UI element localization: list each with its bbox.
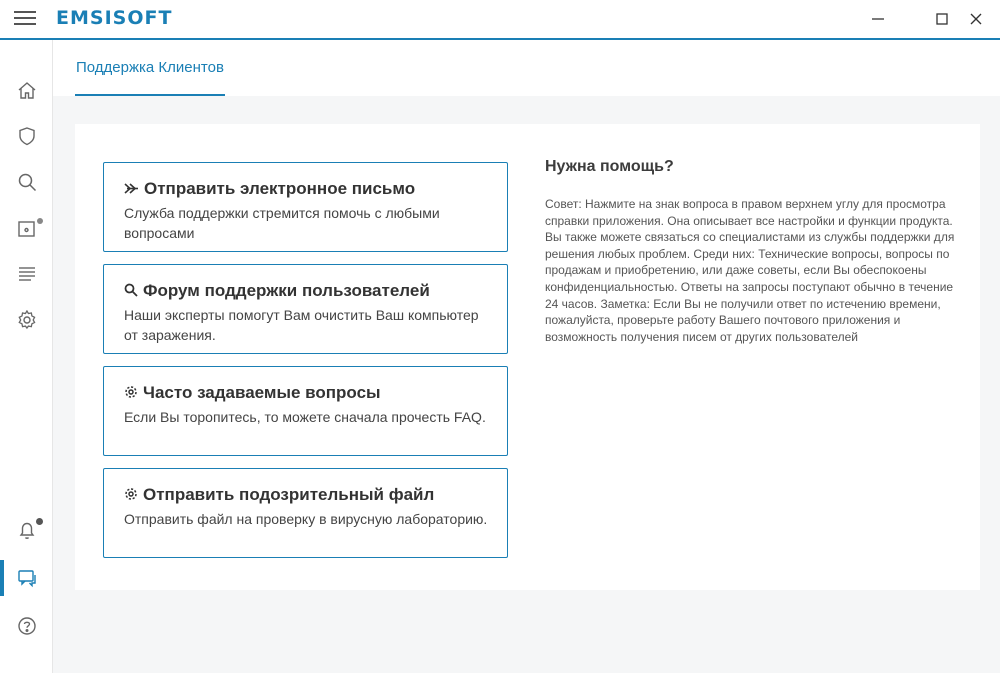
card-title: Форум поддержки пользователей bbox=[124, 281, 430, 301]
card-title: Отправить электронное письмо bbox=[124, 179, 415, 199]
maximize-icon[interactable] bbox=[928, 6, 956, 32]
card-description: Служба поддержки стремится помочь с любыми вопросами bbox=[124, 205, 440, 241]
faq-card[interactable] bbox=[103, 366, 508, 456]
gear-icon bbox=[124, 385, 138, 399]
forum-support-card[interactable] bbox=[103, 264, 508, 354]
quarantine-icon[interactable] bbox=[0, 210, 52, 246]
card-description: Наши эксперты помогут Вам очистить Ваш компьютер от заражения. bbox=[124, 307, 479, 343]
shield-icon[interactable] bbox=[0, 118, 52, 154]
notifications-bell-icon[interactable] bbox=[0, 512, 52, 548]
card-description: Отправить файл на проверку в вирусную лабораторию. bbox=[124, 511, 488, 527]
home-icon[interactable] bbox=[0, 72, 52, 108]
sidebar bbox=[0, 40, 53, 673]
help-question-icon[interactable] bbox=[0, 608, 52, 644]
tab-bar bbox=[53, 40, 1000, 96]
submit-suspicious-file-card[interactable] bbox=[103, 468, 508, 558]
gear-icon bbox=[124, 487, 138, 501]
close-icon[interactable] bbox=[962, 6, 990, 32]
help-tip-text: Совет: Нажмите на знак вопроса в правом верхнем углу для просмотра справки приложения. Она описывает все настройки и функции продукта. Вы также можете связаться со специалистами из службы поддержки для решения любых проблем. Среди них: Технические вопросы, вопросы по продажам и приобретению, или даже советы, если Вы обеспокоены конфиденциальностью. Ответы на запросы поступают обычно в течение 24 часов. Заметка: Если Вы не получили ответ по истечению времени, пожалуйста, проверьте работу Вашего почтового приложения и возможность получения писем от других пользователей bbox=[545, 197, 955, 344]
card-title: Часто задаваемые вопросы bbox=[124, 383, 381, 403]
menu-icon[interactable] bbox=[14, 11, 36, 27]
support-chat-icon[interactable] bbox=[0, 560, 52, 596]
title-bar bbox=[0, 0, 1000, 40]
settings-gear-icon[interactable] bbox=[0, 302, 52, 338]
help-heading: Нужна помощь? bbox=[545, 158, 674, 175]
send-icon bbox=[124, 182, 139, 195]
app-logo: EMSISOFT bbox=[56, 7, 173, 29]
support-panel bbox=[75, 124, 980, 590]
tab-customer-support[interactable]: Поддержка Клиентов bbox=[75, 40, 225, 96]
search-icon bbox=[124, 283, 138, 297]
logs-icon[interactable] bbox=[0, 256, 52, 292]
card-title: Отправить подозрительный файл bbox=[124, 485, 434, 505]
email-support-card[interactable] bbox=[103, 162, 508, 252]
card-description: Если Вы торопитесь, то можете сначала прочесть FAQ. bbox=[124, 409, 486, 425]
scan-search-icon[interactable] bbox=[0, 164, 52, 200]
minimize-icon[interactable] bbox=[864, 6, 892, 32]
